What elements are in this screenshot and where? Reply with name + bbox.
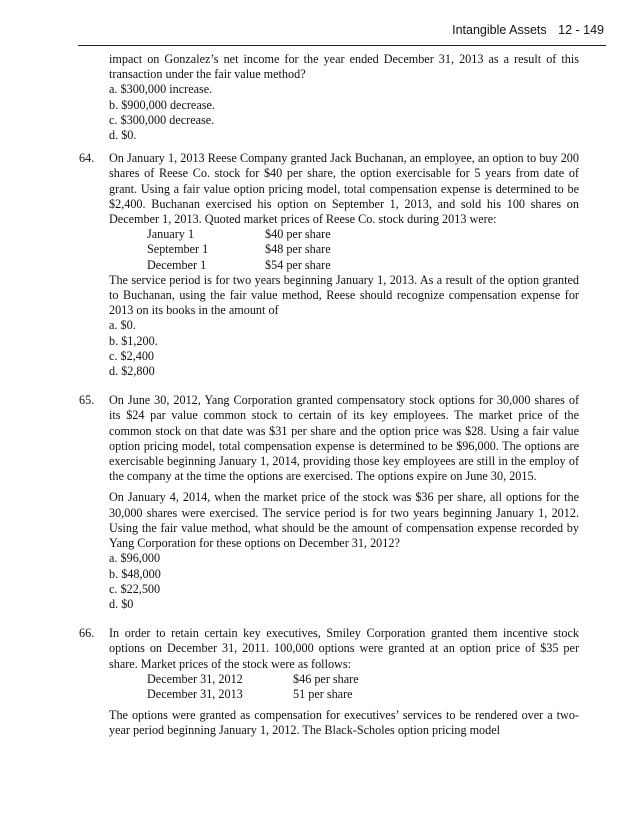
price-date: December 31, 2013 <box>147 686 243 701</box>
price-row <box>147 227 331 242</box>
price-value: $48 per share <box>265 242 331 257</box>
question-65-text: On June 30, 2012, Yang Corporation granted compensatory stock options for 30,000 shares of its $24 par value common stock to certain of its key employees. The market price of the common stock on that date was $31 per share and the option price was $28. Using a fair value option pricing model, total compensation expense is determined to be $96,000. The options are exercisable beginning January 1, 2014, providing those key employees are still in the employ of the company at the time the options are exercised. The options expire on June 30, 2015. <box>109 393 579 484</box>
header-rule <box>78 45 606 46</box>
question-64-text: On January 1, 2013 Reese Company granted Jack Buchanan, an employee, an option to buy 200 shares of Reese Co. stock for $40 per share, the option exercisable for 5 years from date of grant. Using a fair value option pricing model, total compensation expense is determined to be $2,400. Buchanan exercised his option on September 1, 2013, and sold his 100 shares on December 1, 2013. Quoted market prices of Reese Co. stock during 2013 were: <box>109 151 579 227</box>
option-b: b. $1,200. <box>109 333 158 348</box>
page-header <box>452 23 604 37</box>
price-value: $54 per share <box>265 257 331 272</box>
price-row <box>147 258 331 273</box>
option-b: b. $48,000 <box>109 566 161 581</box>
question-63-text: impact on Gonzalez’s net income for the year ended December 31, 2013 as a result of this transaction under the fair value method? <box>109 52 579 82</box>
option-c: c. $22,500 <box>109 581 161 596</box>
page-number: 12 - 149 <box>558 23 604 37</box>
question-64-options <box>109 318 579 379</box>
question-66-text-2: The options were granted as compensation for executives’ services to be rendered over a two-year period beginning January 1, 2012. The Black-Scholes option pricing model <box>109 708 579 738</box>
option-d: d. $2,800 <box>109 364 155 379</box>
question-63-continued <box>79 52 579 143</box>
option-d: d. $0. <box>109 128 137 143</box>
price-value: 51 per share <box>293 686 353 701</box>
price-row <box>147 672 359 687</box>
price-row <box>147 687 359 702</box>
page-content <box>79 52 579 747</box>
price-row <box>147 242 331 257</box>
option-d: d. $0 <box>109 596 134 611</box>
option-b: b. $900,000 decrease. <box>109 97 215 112</box>
option-a: a. $0. <box>109 318 136 333</box>
question-64 <box>79 151 579 379</box>
price-value: $40 per share <box>265 227 331 242</box>
section-title: Intangible Assets <box>452 23 547 37</box>
question-63-options <box>109 82 579 143</box>
option-a: a. $96,000 <box>109 551 161 566</box>
option-a: a. $300,000 increase. <box>109 82 213 97</box>
price-date: December 1 <box>147 257 207 272</box>
question-number: 66. <box>79 626 95 641</box>
question-65-options <box>109 551 579 612</box>
question-number: 64. <box>79 151 95 166</box>
price-date: December 31, 2012 <box>147 671 243 686</box>
question-66-text: In order to retain certain key executives, Smiley Corporation granted them incentive stock options on December 31, 2011. 100,000 options were granted at an option price of $35 per share. Market prices of the stock were as follows: <box>109 626 579 671</box>
price-date: January 1 <box>147 227 195 242</box>
question-number: 65. <box>79 393 95 408</box>
question-65 <box>79 393 579 612</box>
question-66 <box>79 626 579 738</box>
price-value: $46 per share <box>293 671 359 686</box>
option-c: c. $2,400 <box>109 348 155 363</box>
question-64-text-2: The service period is for two years beginning January 1, 2013. As a result of the option granted to Buchanan, using the fair value method, Reese should recognize compensation expense for 2013 on its books in the amount of <box>109 272 579 318</box>
price-table <box>147 672 359 702</box>
price-date: September 1 <box>147 242 209 257</box>
option-c: c. $300,000 decrease. <box>109 112 215 127</box>
price-table <box>147 227 331 273</box>
question-65-text-2: On January 4, 2014, when the market price of the stock was $36 per share, all options for the 30,000 shares were exercised. The service period is for two years beginning January 1, 2012. Using the fair value method, what should be the amount of compensation expense recorded by Yang Corporation for these options on December 31, 2012? <box>109 490 579 551</box>
